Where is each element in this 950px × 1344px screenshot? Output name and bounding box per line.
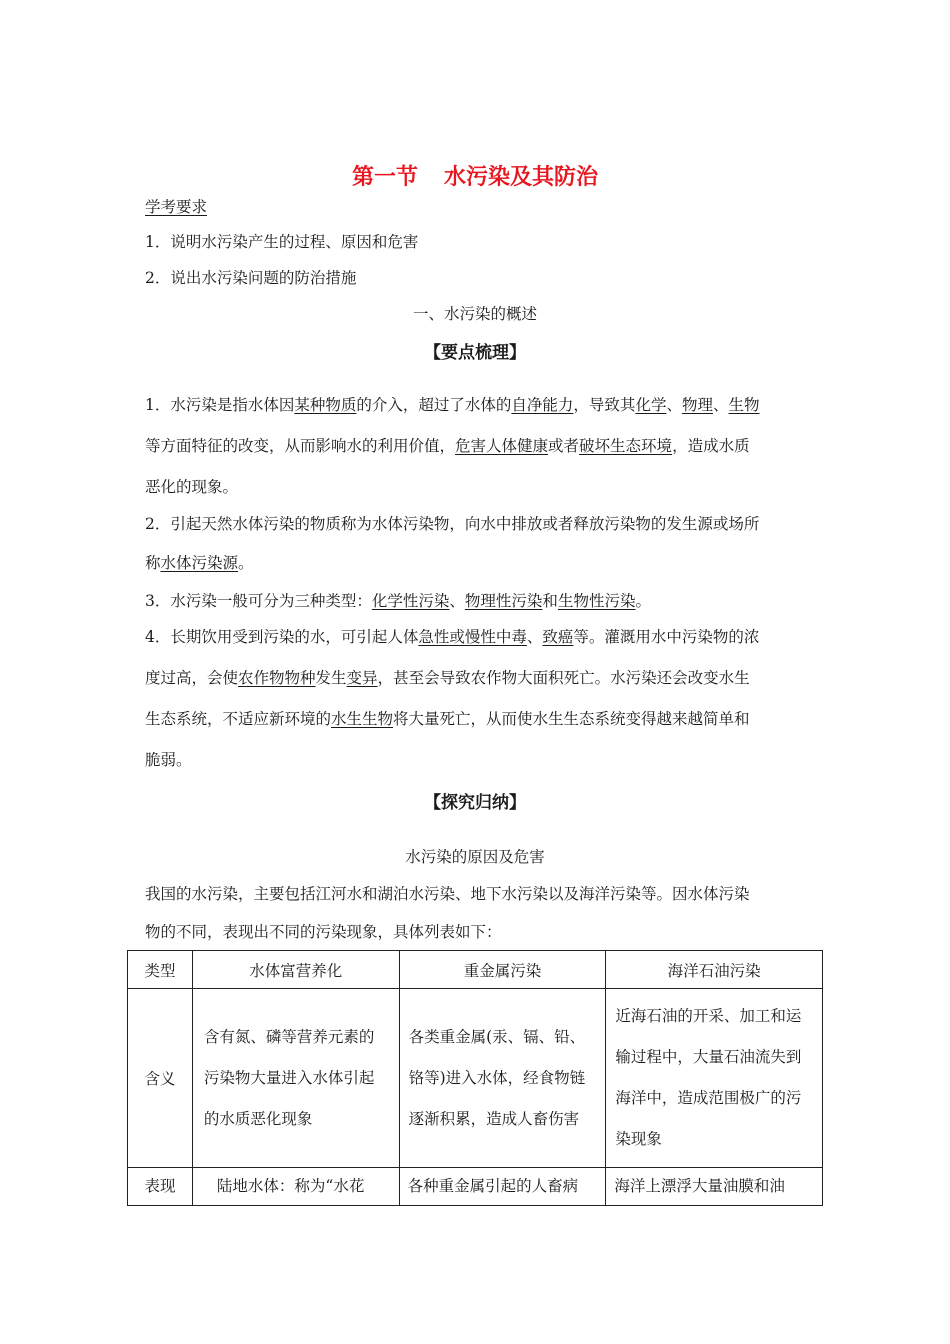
page-title: 第一节 水污染及其防治 [351, 165, 599, 190]
table-cell: 各类重金属(汞、镉、铅、铬等)进入水体，经食物链逐渐积累，造成人畜伤害 [399, 989, 606, 1168]
table-cell: 海洋上漂浮大量油膜和油 [606, 1168, 823, 1206]
point-1-line-2: 等方面特征的改变，从而影响水的利用价值，危害人体健康或者破坏生态环境，造成水质 [145, 437, 750, 455]
requirement-1: 1．说明水污染产生的过程、原因和危害 [145, 233, 419, 251]
point-4-line-1: 4．长期饮用受到污染的水，可引起人体急性或慢性中毒、致癌等。灌溉用水中污染物的浓 [145, 628, 760, 646]
point-4-line-2: 度过高，会使农作物物种发生变异，甚至会导致农作物大面积死亡。水污染还会改变水生 [145, 669, 750, 687]
header-cell: 类型 [128, 951, 193, 989]
section-heading: 一、水污染的概述 [412, 305, 537, 323]
intro-line-1: 我国的水污染，主要包括江河水和湖泊水污染、地下水污染以及海洋污染等。因水体污染 [145, 885, 750, 903]
table-cell: 含有氮、磷等营养元素的污染物大量进入水体引起的水质恶化现象 [192, 989, 399, 1168]
pollution-table [127, 950, 823, 1206]
key-points-heading: 【要点梳理】 [424, 343, 526, 363]
point-2-line-1: 2．引起天然水体污染的物质称为水体污染物，向水中排放或者释放污染物的发生源或场所 [145, 515, 760, 533]
table-row [128, 1168, 823, 1206]
header-cell: 重金属污染 [399, 951, 606, 989]
intro-line-2: 物的不同，表现出不同的污染现象，具体列表如下： [145, 923, 502, 941]
row-label: 表现 [128, 1168, 193, 1206]
point-3: 3．水污染一般可分为三种类型：化学性污染、物理性污染和生物性污染。 [145, 592, 651, 610]
point-4-line-4: 脆弱。 [145, 751, 192, 769]
point-2-line-2: 称水体污染源。 [145, 554, 254, 572]
table-cell: 近海石油的开采、加工和运输过程中，大量石油流失到海洋中，造成范围极广的污染现象 [606, 989, 823, 1168]
header-cell: 水体富营养化 [192, 951, 399, 989]
point-1-line-3: 恶化的现象。 [145, 478, 239, 496]
requirements-heading: 学考要求 [145, 198, 208, 216]
row-label: 含义 [128, 989, 193, 1168]
subsection-heading: 水污染的原因及危害 [405, 848, 545, 866]
point-1-line-1: 1．水污染是指水体因某种物质的介入，超过了水体的自净能力，导致其化学、物理、生物 [145, 396, 760, 414]
inquiry-heading: 【探究归纳】 [424, 793, 526, 813]
table-cell: 各种重金属引起的人畜病 [399, 1168, 606, 1206]
table-row [128, 989, 823, 1168]
table-cell: 陆地水体：称为“水花 [192, 1168, 399, 1206]
table-header-row [128, 951, 823, 989]
header-cell: 海洋石油污染 [606, 951, 823, 989]
point-4-line-3: 生态系统，不适应新环境的水生生物将大量死亡，从而使水生生态系统变得越来越简单和 [145, 710, 750, 728]
requirement-2: 2．说出水污染问题的防治措施 [145, 269, 357, 287]
